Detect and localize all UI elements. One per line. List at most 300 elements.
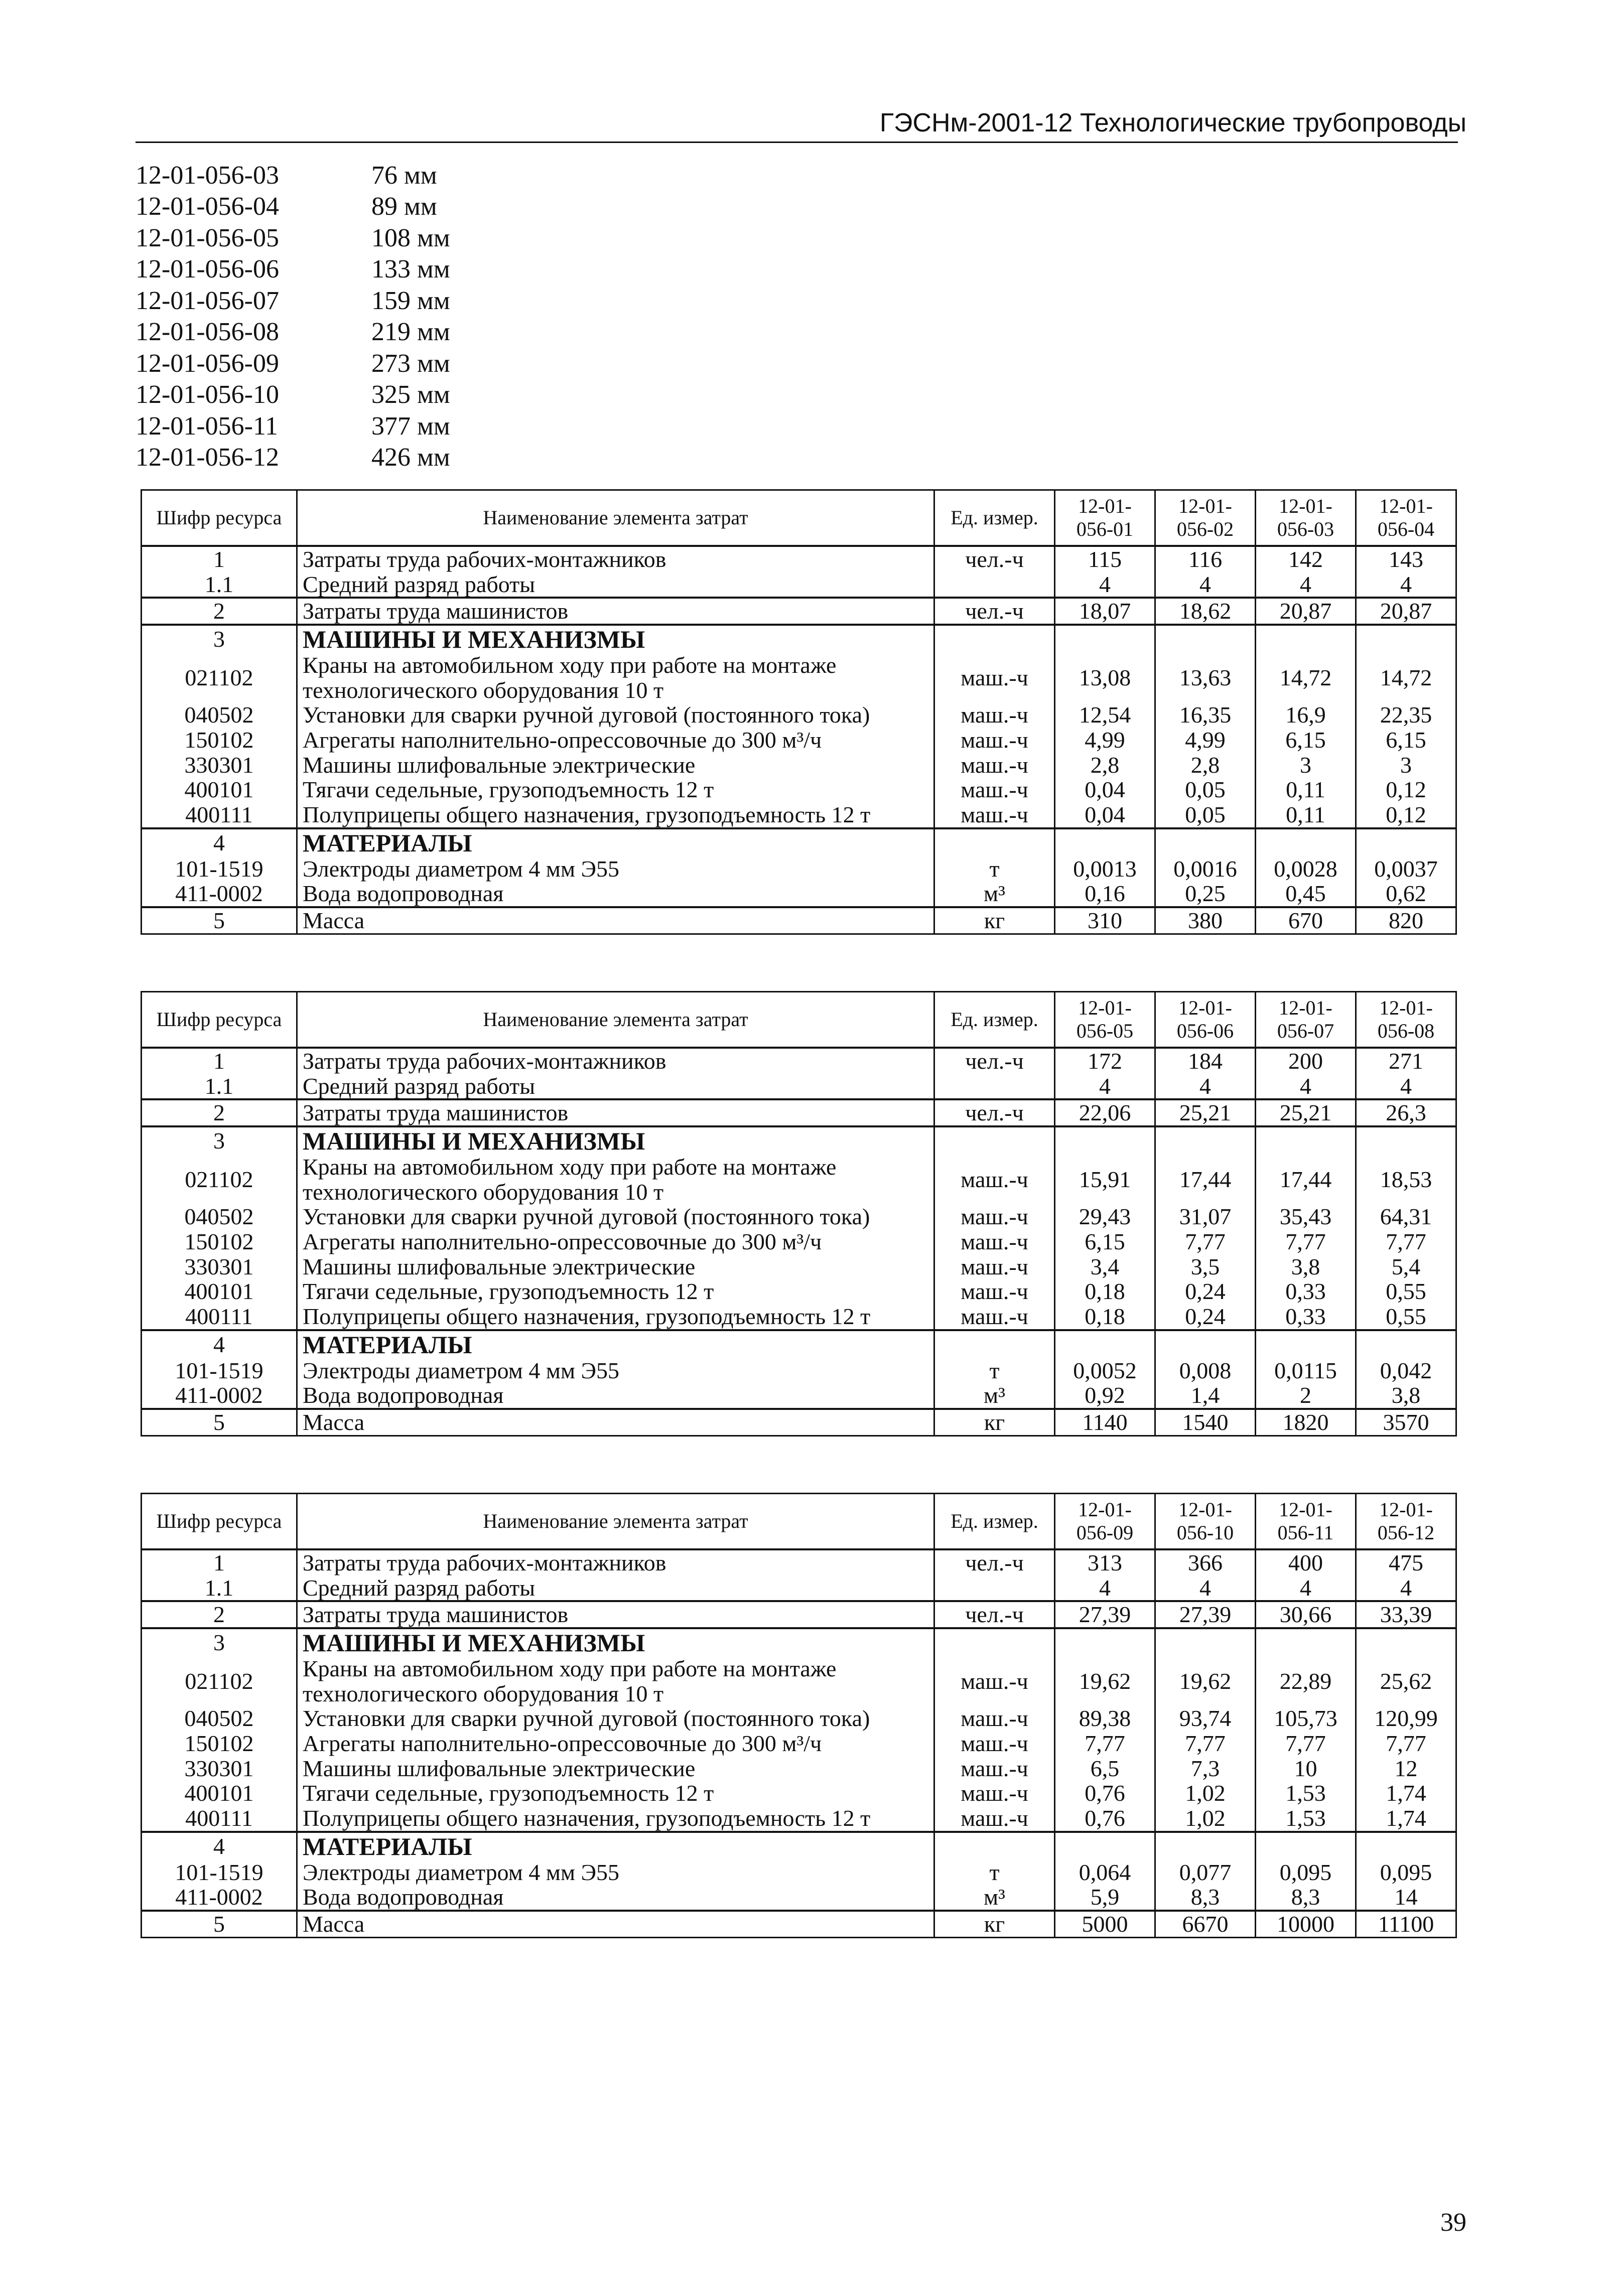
code-number: 12-01-056-12 <box>136 443 279 472</box>
value-cell <box>1356 1126 1456 1155</box>
resource-code-cell: 5 <box>142 1911 297 1937</box>
column-header-norm: 12-01-056-05 <box>1055 992 1155 1048</box>
resource-name-cell: МАТЕРИАЛЫ <box>297 828 934 856</box>
value-cell: 4 <box>1256 572 1356 598</box>
code-size: 159 мм <box>371 286 450 315</box>
table-row <box>142 1911 1456 1937</box>
value-cell: 7,77 <box>1155 1731 1256 1756</box>
column-header-norm: 12-01-056-09 <box>1055 1494 1155 1550</box>
value-cell: 18,07 <box>1055 598 1155 625</box>
value-cell: 0,16 <box>1055 881 1155 907</box>
value-cell: 143 <box>1356 546 1456 572</box>
column-header-norm: 12-01-056-10 <box>1155 1494 1256 1550</box>
table-row <box>142 1229 1456 1254</box>
unit-cell: маш.-ч <box>934 1756 1055 1781</box>
resource-name-cell: Краны на автомобильном ходу при работе на монтаже технологического оборудования 10 т <box>297 653 934 702</box>
resource-code-cell: 150102 <box>142 728 297 753</box>
value-cell: 172 <box>1055 1048 1155 1074</box>
value-cell <box>1155 625 1256 653</box>
unit-cell <box>934 1832 1055 1860</box>
table-row <box>142 1885 1456 1911</box>
value-cell: 1,4 <box>1155 1383 1256 1409</box>
unit-cell: маш.-ч <box>934 702 1055 728</box>
resource-code-cell: 400101 <box>142 777 297 802</box>
value-cell: 116 <box>1155 546 1256 572</box>
unit-cell <box>934 1575 1055 1602</box>
value-cell: 0,008 <box>1155 1358 1256 1383</box>
table-row <box>142 1706 1456 1731</box>
resource-name-cell: Электроды диаметром 4 мм Э55 <box>297 856 934 882</box>
value-cell: 19,62 <box>1055 1656 1155 1706</box>
code-size: 325 мм <box>371 380 450 409</box>
table-row <box>142 1126 1456 1155</box>
value-cell: 0,0028 <box>1256 856 1356 882</box>
value-cell: 4 <box>1155 1074 1256 1100</box>
resource-table <box>141 489 1457 935</box>
unit-cell: чел.-ч <box>934 1048 1055 1074</box>
value-cell: 6,15 <box>1356 728 1456 753</box>
resource-name-cell: Вода водопроводная <box>297 881 934 907</box>
unit-cell: маш.-ч <box>934 1279 1055 1304</box>
table-row <box>142 1383 1456 1409</box>
unit-cell: т <box>934 1358 1055 1383</box>
resource-code-cell: 5 <box>142 907 297 934</box>
code-size: 273 мм <box>371 349 450 378</box>
value-cell <box>1256 828 1356 856</box>
code-number: 12-01-056-10 <box>136 380 279 409</box>
table-row <box>142 1832 1456 1860</box>
resource-code-cell: 5 <box>142 1409 297 1436</box>
unit-cell: м³ <box>934 1383 1055 1409</box>
unit-cell: маш.-ч <box>934 728 1055 753</box>
value-cell: 820 <box>1356 907 1456 934</box>
resource-code-cell: 2 <box>142 1099 297 1126</box>
resource-name-cell: Вода водопроводная <box>297 1885 934 1911</box>
value-cell: 4 <box>1055 1074 1155 1100</box>
table-row <box>142 1601 1456 1628</box>
value-cell: 7,77 <box>1256 1229 1356 1254</box>
code-list-item <box>136 160 450 191</box>
value-cell: 14 <box>1356 1885 1456 1911</box>
table-row <box>142 856 1456 882</box>
resource-code-cell: 330301 <box>142 1254 297 1279</box>
resource-name-cell: Затраты труда машинистов <box>297 598 934 625</box>
value-cell: 30,66 <box>1256 1601 1356 1628</box>
table-row <box>142 1781 1456 1806</box>
unit-cell: чел.-ч <box>934 546 1055 572</box>
value-cell <box>1055 1330 1155 1358</box>
value-cell: 6,15 <box>1256 728 1356 753</box>
table-row <box>142 753 1456 778</box>
table-row <box>142 828 1456 856</box>
unit-cell: маш.-ч <box>934 753 1055 778</box>
value-cell: 3,5 <box>1155 1254 1256 1279</box>
resource-code-cell: 3 <box>142 1126 297 1155</box>
unit-cell: т <box>934 1860 1055 1885</box>
table-row <box>142 1575 1456 1602</box>
value-cell <box>1055 1628 1155 1656</box>
value-cell: 22,35 <box>1356 702 1456 728</box>
value-cell: 271 <box>1356 1048 1456 1074</box>
value-cell: 0,077 <box>1155 1860 1256 1885</box>
code-number: 12-01-056-07 <box>136 286 279 315</box>
value-cell: 0,042 <box>1356 1358 1456 1383</box>
code-number: 12-01-056-05 <box>136 223 279 252</box>
code-list-item <box>136 410 450 442</box>
resource-code-cell: 3 <box>142 1628 297 1656</box>
resource-code-cell: 021102 <box>142 653 297 702</box>
resource-code-cell: 1 <box>142 546 297 572</box>
resource-name-cell: Установки для сварки ручной дуговой (постоянного тока) <box>297 1204 934 1229</box>
value-cell: 1,74 <box>1356 1781 1456 1806</box>
code-list-item <box>136 222 450 254</box>
value-cell: 0,11 <box>1256 777 1356 802</box>
unit-cell: м³ <box>934 881 1055 907</box>
table-row <box>142 546 1456 572</box>
resource-name-cell: МАТЕРИАЛЫ <box>297 1330 934 1358</box>
value-cell: 4 <box>1155 1575 1256 1602</box>
value-cell <box>1055 1126 1155 1155</box>
code-list-item <box>136 317 450 348</box>
column-header-code: Шифр ресурса <box>142 490 297 546</box>
value-cell <box>1155 1832 1256 1860</box>
resource-code-cell: 040502 <box>142 1204 297 1229</box>
table-row <box>142 572 1456 598</box>
resource-name-cell: Полуприцепы общего назначения, грузоподъемность 12 т <box>297 1304 934 1330</box>
resource-name-cell: Машины шлифовальные электрические <box>297 1756 934 1781</box>
resource-name-cell: Тягачи седельные, грузоподъемность 12 т <box>297 1279 934 1304</box>
code-size: 89 мм <box>371 192 437 221</box>
column-header-unit: Ед. измер. <box>934 1494 1055 1550</box>
column-header-norm: 12-01-056-02 <box>1155 490 1256 546</box>
value-cell: 313 <box>1055 1549 1155 1575</box>
resource-name-cell: Полуприцепы общего назначения, грузоподъемность 12 т <box>297 1806 934 1832</box>
value-cell: 6670 <box>1155 1911 1256 1937</box>
resource-code-cell: 040502 <box>142 702 297 728</box>
resource-code-cell: 040502 <box>142 1706 297 1731</box>
value-cell: 0,18 <box>1055 1279 1155 1304</box>
running-header: ГЭСНм-2001-12 Технологические трубопроводы <box>879 108 1466 137</box>
value-cell: 25,21 <box>1155 1099 1256 1126</box>
value-cell <box>1256 1126 1356 1155</box>
value-cell: 25,21 <box>1256 1099 1356 1126</box>
table-row <box>142 802 1456 828</box>
value-cell: 0,064 <box>1055 1860 1155 1885</box>
resource-name-cell: Машины шлифовальные электрические <box>297 1254 934 1279</box>
unit-cell: маш.-ч <box>934 1204 1055 1229</box>
value-cell: 2,8 <box>1055 753 1155 778</box>
value-cell: 366 <box>1155 1549 1256 1575</box>
value-cell: 4 <box>1055 1575 1155 1602</box>
value-cell: 4 <box>1256 1575 1356 1602</box>
column-header-name: Наименование элемента затрат <box>297 1494 934 1550</box>
table-row <box>142 653 1456 702</box>
code-number: 12-01-056-03 <box>136 161 279 190</box>
code-number: 12-01-056-08 <box>136 318 279 347</box>
code-size: 219 мм <box>371 318 450 347</box>
table-row <box>142 702 1456 728</box>
value-cell <box>1256 1628 1356 1656</box>
resource-code-cell: 150102 <box>142 1731 297 1756</box>
value-cell: 13,63 <box>1155 653 1256 702</box>
column-header-norm: 12-01-056-01 <box>1055 490 1155 546</box>
value-cell: 20,87 <box>1356 598 1456 625</box>
resource-name-cell: Краны на автомобильном ходу при работе на монтаже технологического оборудования 10 т <box>297 1155 934 1204</box>
unit-cell <box>934 828 1055 856</box>
value-cell: 35,43 <box>1256 1204 1356 1229</box>
value-cell <box>1055 1832 1155 1860</box>
resource-code-cell: 021102 <box>142 1656 297 1706</box>
value-cell: 0,55 <box>1356 1304 1456 1330</box>
resource-name-cell: Машины шлифовальные электрические <box>297 753 934 778</box>
value-cell: 0,55 <box>1356 1279 1456 1304</box>
resource-name-cell: МАТЕРИАЛЫ <box>297 1832 934 1860</box>
value-cell: 27,39 <box>1155 1601 1256 1628</box>
value-cell: 7,77 <box>1356 1731 1456 1756</box>
column-header-norm: 12-01-056-07 <box>1256 992 1356 1048</box>
resource-code-cell: 1 <box>142 1549 297 1575</box>
value-cell: 0,24 <box>1155 1279 1256 1304</box>
value-cell: 0,05 <box>1155 777 1256 802</box>
value-cell: 0,05 <box>1155 802 1256 828</box>
code-size: 426 мм <box>371 443 450 472</box>
table-row <box>142 1656 1456 1706</box>
value-cell: 0,095 <box>1256 1860 1356 1885</box>
resource-code-cell: 3 <box>142 625 297 653</box>
value-cell: 29,43 <box>1055 1204 1155 1229</box>
column-header-unit: Ед. измер. <box>934 992 1055 1048</box>
code-list <box>136 160 450 473</box>
value-cell: 120,99 <box>1356 1706 1456 1731</box>
value-cell: 7,77 <box>1356 1229 1456 1254</box>
table-row <box>142 1279 1456 1304</box>
resource-name-cell: Полуприцепы общего назначения, грузоподъемность 12 т <box>297 802 934 828</box>
value-cell: 10000 <box>1256 1911 1356 1937</box>
value-cell: 0,0016 <box>1155 856 1256 882</box>
value-cell: 0,0013 <box>1055 856 1155 882</box>
value-cell: 105,73 <box>1256 1706 1356 1731</box>
value-cell: 4 <box>1256 1074 1356 1100</box>
resource-name-cell: Масса <box>297 1911 934 1937</box>
value-cell: 3,4 <box>1055 1254 1155 1279</box>
table-row <box>142 1330 1456 1358</box>
table-row <box>142 1304 1456 1330</box>
value-cell: 115 <box>1055 546 1155 572</box>
value-cell: 142 <box>1256 546 1356 572</box>
value-cell: 0,76 <box>1055 1806 1155 1832</box>
value-cell <box>1155 1126 1256 1155</box>
resource-code-cell: 021102 <box>142 1155 297 1204</box>
unit-cell: маш.-ч <box>934 653 1055 702</box>
table-header-row <box>142 490 1456 546</box>
resource-name-cell: Масса <box>297 907 934 934</box>
value-cell: 1,02 <box>1155 1806 1256 1832</box>
unit-cell: маш.-ч <box>934 1304 1055 1330</box>
resource-table <box>141 991 1457 1437</box>
table-row <box>142 1048 1456 1074</box>
unit-cell: кг <box>934 1911 1055 1937</box>
column-header-unit: Ед. измер. <box>934 490 1055 546</box>
value-cell: 3 <box>1256 753 1356 778</box>
value-cell: 0,18 <box>1055 1304 1155 1330</box>
value-cell: 7,77 <box>1155 1229 1256 1254</box>
value-cell <box>1356 1832 1456 1860</box>
value-cell: 25,62 <box>1356 1656 1456 1706</box>
unit-cell: чел.-ч <box>934 1601 1055 1628</box>
unit-cell <box>934 572 1055 598</box>
table-row <box>142 907 1456 934</box>
resource-name-cell: Средний разряд работы <box>297 1074 934 1100</box>
value-cell <box>1155 1628 1256 1656</box>
table-row <box>142 1860 1456 1885</box>
resource-code-cell: 400101 <box>142 1781 297 1806</box>
code-list-item <box>136 254 450 285</box>
unit-cell: маш.-ч <box>934 1229 1055 1254</box>
value-cell: 1,02 <box>1155 1781 1256 1806</box>
resource-name-cell: Электроды диаметром 4 мм Э55 <box>297 1358 934 1383</box>
table-header-row <box>142 1494 1456 1550</box>
code-number: 12-01-056-11 <box>136 411 279 441</box>
value-cell <box>1256 1330 1356 1358</box>
resource-code-cell: 1 <box>142 1048 297 1074</box>
resource-code-cell: 101-1519 <box>142 856 297 882</box>
value-cell: 93,74 <box>1155 1706 1256 1731</box>
table-row <box>142 1806 1456 1832</box>
value-cell: 200 <box>1256 1048 1356 1074</box>
value-cell <box>1155 828 1256 856</box>
resource-code-cell: 400111 <box>142 1806 297 1832</box>
value-cell: 3,8 <box>1356 1383 1456 1409</box>
value-cell: 7,77 <box>1055 1731 1155 1756</box>
unit-cell: кг <box>934 907 1055 934</box>
value-cell: 670 <box>1256 907 1356 934</box>
value-cell: 4,99 <box>1055 728 1155 753</box>
value-cell: 1540 <box>1155 1409 1256 1436</box>
resource-name-cell: Затраты труда рабочих-монтажников <box>297 1048 934 1074</box>
value-cell <box>1055 625 1155 653</box>
resource-name-cell: Средний разряд работы <box>297 572 934 598</box>
unit-cell: кг <box>934 1409 1055 1436</box>
value-cell: 5000 <box>1055 1911 1155 1937</box>
column-header-norm: 12-01-056-04 <box>1356 490 1456 546</box>
value-cell <box>1356 625 1456 653</box>
code-list-item <box>136 191 450 223</box>
resource-name-cell: МАШИНЫ И МЕХАНИЗМЫ <box>297 625 934 653</box>
value-cell <box>1356 828 1456 856</box>
unit-cell <box>934 1074 1055 1100</box>
resource-code-cell: 4 <box>142 828 297 856</box>
table-row <box>142 598 1456 625</box>
value-cell: 18,62 <box>1155 598 1256 625</box>
column-header-code: Шифр ресурса <box>142 992 297 1048</box>
resource-code-cell: 400111 <box>142 1304 297 1330</box>
value-cell <box>1256 1832 1356 1860</box>
unit-cell <box>934 1330 1055 1358</box>
resource-code-cell: 330301 <box>142 753 297 778</box>
value-cell: 33,39 <box>1356 1601 1456 1628</box>
resource-table <box>141 1493 1457 1938</box>
value-cell: 0,04 <box>1055 802 1155 828</box>
unit-cell: чел.-ч <box>934 598 1055 625</box>
value-cell: 15,91 <box>1055 1155 1155 1204</box>
value-cell: 400 <box>1256 1549 1356 1575</box>
unit-cell: маш.-ч <box>934 802 1055 828</box>
value-cell: 17,44 <box>1256 1155 1356 1204</box>
value-cell: 18,53 <box>1356 1155 1456 1204</box>
value-cell: 4 <box>1356 1074 1456 1100</box>
value-cell: 16,35 <box>1155 702 1256 728</box>
table-row <box>142 1409 1456 1436</box>
code-list-item <box>136 442 450 474</box>
value-cell: 4 <box>1356 572 1456 598</box>
code-size: 76 мм <box>371 161 437 190</box>
resource-code-cell: 1.1 <box>142 1575 297 1602</box>
resource-code-cell: 4 <box>142 1832 297 1860</box>
table-row <box>142 1155 1456 1204</box>
value-cell: 22,89 <box>1256 1656 1356 1706</box>
column-header-name: Наименование элемента затрат <box>297 490 934 546</box>
resource-code-cell: 411-0002 <box>142 1383 297 1409</box>
resource-name-cell: Масса <box>297 1409 934 1436</box>
unit-cell: маш.-ч <box>934 1254 1055 1279</box>
table-row <box>142 1549 1456 1575</box>
column-header-name: Наименование элемента затрат <box>297 992 934 1048</box>
resource-name-cell: Затраты труда рабочих-монтажников <box>297 1549 934 1575</box>
value-cell: 0,33 <box>1256 1304 1356 1330</box>
value-cell: 26,3 <box>1356 1099 1456 1126</box>
value-cell: 19,62 <box>1155 1656 1256 1706</box>
unit-cell: маш.-ч <box>934 1656 1055 1706</box>
value-cell: 12,54 <box>1055 702 1155 728</box>
value-cell: 0,45 <box>1256 881 1356 907</box>
value-cell: 0,12 <box>1356 802 1456 828</box>
unit-cell: маш.-ч <box>934 1155 1055 1204</box>
table-row <box>142 1731 1456 1756</box>
value-cell: 31,07 <box>1155 1204 1256 1229</box>
code-number: 12-01-056-06 <box>136 255 279 284</box>
resource-name-cell: МАШИНЫ И МЕХАНИЗМЫ <box>297 1126 934 1155</box>
value-cell: 0,24 <box>1155 1304 1256 1330</box>
table-row <box>142 1254 1456 1279</box>
value-cell: 380 <box>1155 907 1256 934</box>
value-cell: 3 <box>1356 753 1456 778</box>
resource-name-cell: Затраты труда машинистов <box>297 1099 934 1126</box>
value-cell: 64,31 <box>1356 1204 1456 1229</box>
resource-name-cell: Краны на автомобильном ходу при работе на монтаже технологического оборудования 10 т <box>297 1656 934 1706</box>
unit-cell: чел.-ч <box>934 1549 1055 1575</box>
unit-cell: чел.-ч <box>934 1099 1055 1126</box>
value-cell: 0,11 <box>1256 802 1356 828</box>
value-cell: 0,095 <box>1356 1860 1456 1885</box>
value-cell: 0,33 <box>1256 1279 1356 1304</box>
column-header-norm: 12-01-056-03 <box>1256 490 1356 546</box>
table-row <box>142 881 1456 907</box>
resource-code-cell: 2 <box>142 598 297 625</box>
unit-cell: маш.-ч <box>934 1706 1055 1731</box>
unit-cell <box>934 1628 1055 1656</box>
table-header-row <box>142 992 1456 1048</box>
column-header-norm: 12-01-056-12 <box>1356 1494 1456 1550</box>
value-cell <box>1055 828 1155 856</box>
value-cell: 14,72 <box>1356 653 1456 702</box>
table-row <box>142 1628 1456 1656</box>
unit-cell <box>934 625 1055 653</box>
value-cell: 11100 <box>1356 1911 1456 1937</box>
value-cell: 2 <box>1256 1383 1356 1409</box>
code-number: 12-01-056-04 <box>136 192 279 221</box>
resource-code-cell: 411-0002 <box>142 1885 297 1911</box>
value-cell: 89,38 <box>1055 1706 1155 1731</box>
